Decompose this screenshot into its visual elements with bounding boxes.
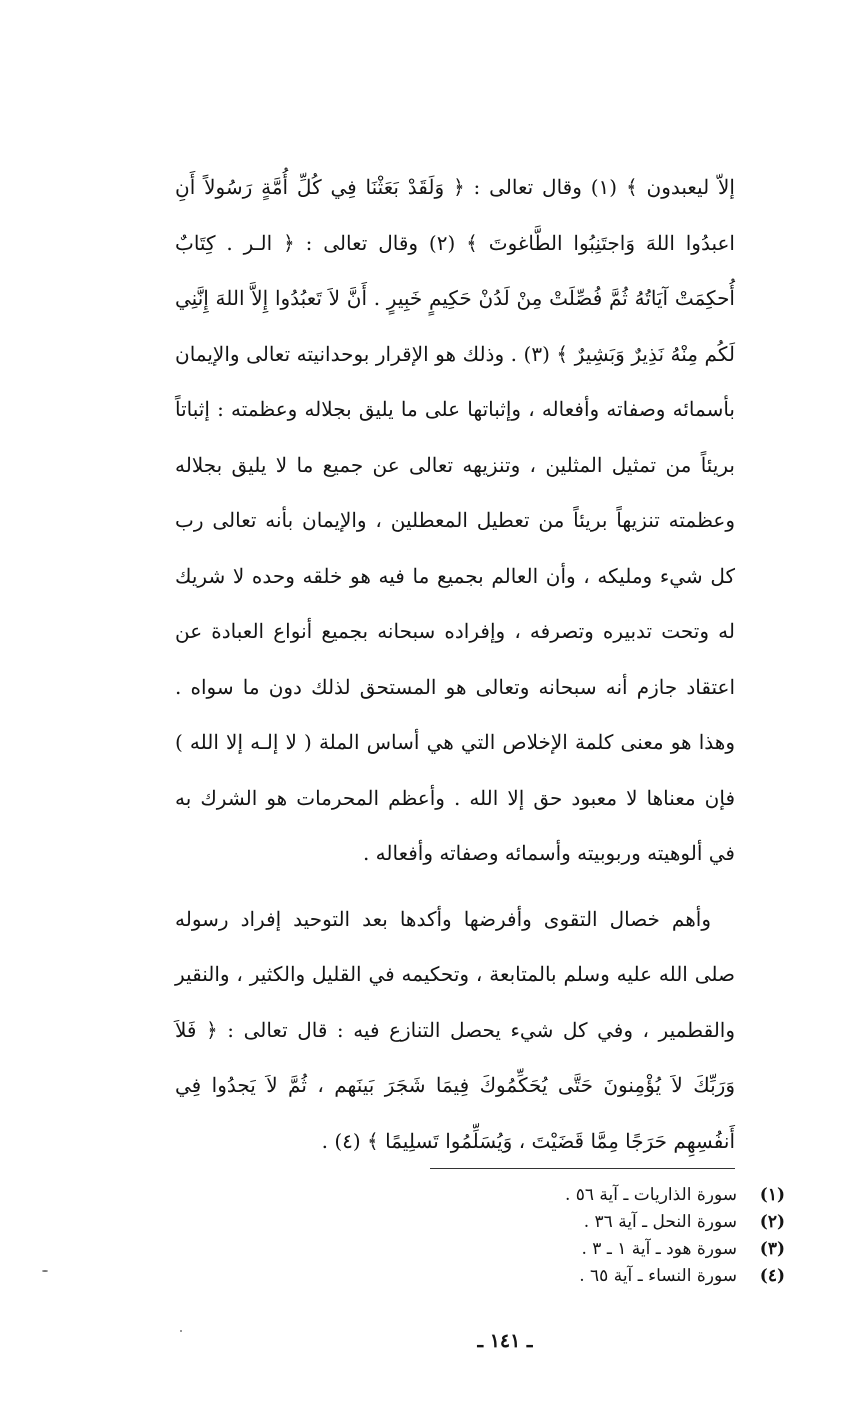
footnotes [440, 1182, 785, 1290]
paragraph-2: وأهم خصال التقوى وأفرضها وأكدها بعد التوحيد إفراد رسوله صلى الله عليه وسلم بالمتابعة ، وتحكيمه في القليل والكثير ، والنقير والقطمير ، وفي كل شيء يحصل التنازع فيه : قال تعالى : ﴿ فَلاَ وَرَبِّكَ لاَ يُؤْمِنونَ حَتَّى يُحَكِّمُوكَ فِيمَا شَجَرَ بَينَهم ، ثُمَّ لاَ يَجدُوا فِي أَنفُسِهِم حَرَجًا مِمَّا قَضَيْتَ ، وَيُسَلِّمُوا تَسلِيمًا ﴾ (٤) . [175, 906, 735, 1153]
scan-speck [180, 1330, 182, 1332]
footnote-divider [430, 1168, 735, 1169]
footnote-number: (٤) [759, 1266, 785, 1286]
footnote-item [440, 1236, 785, 1263]
footnote-number: (٣) [759, 1239, 785, 1259]
footnote-text: سورة النحل ـ آية ٣٦ . [583, 1212, 737, 1232]
footnote-text: سورة هود ـ آية ١ ـ ٣ . [581, 1239, 737, 1259]
footnote-item [440, 1263, 785, 1290]
scan-speck [42, 1270, 48, 1272]
footnote-text: سورة الذاريات ـ آية ٥٦ . [564, 1185, 737, 1205]
main-text [175, 160, 735, 1169]
footnote-number: (٢) [759, 1212, 785, 1232]
footnote-item [440, 1209, 785, 1236]
page-number: ـ ١٤١ ـ [477, 1330, 533, 1352]
footnote-text: سورة النساء ـ آية ٦٥ . [579, 1266, 737, 1286]
footnote-number: (١) [759, 1185, 785, 1205]
footnote-item [440, 1182, 785, 1209]
paragraph-1: إلاّ ليعبدون ﴾ (١) وقال تعالى : ﴿ وَلَقَدْ بَعَثْنَا فِي كُلِّ أُمَّةٍ رَسُولاً أَنِ اعبدُوا اللهَ وَاجتَنِبُوا الطَّاغوتَ ﴾ (٢) وقال تعالى : ﴿ الـر . كِتَابٌ أُحكِمَتْ آيَاتُهُ ثُمَّ فُصِّلَتْ مِنْ لَدُنْ حَكِيمٍ خَبِيرٍ . أَنَّ لاَ تَعبُدُوا إِلاَّ اللهَ إِنَّنِي لَكُم مِنْهُ نَذِيرٌ وَبَشِيرٌ ﴾ (٣) . وذلك هو الإقرار بوحدانيته تعالى والإيمان بأسمائه وصفاته وأفعاله ، وإثباتها على ما يليق بجلاله وعظمته : إثباتاً بريئاً من تمثيل المثلين ، وتنزيهه تعالى عن جميع ما لا يليق بجلاله وعظمته تنزيهاً بريئاً من تعطيل المعطلين ، والإيمان بأنه تعالى رب كل شيء ومليكه ، وأن العالم بجميع ما فيه هو خلقه وحده لا شريك له وتحت تدبيره وتصرفه ، وإفراده سبحانه بجميع أنواع العبادة عن اعتقاد جازم أنه سبحانه وتعالى هو المستحق لذلك دون ما سواه . وهذا هو معنى كلمة الإخلاص التي هي أساس الملة ( لا إلـه إلا الله ) فإن معناها لا معبود حق إلا الله . وأعظم المحرمات هو الشرك به في ألوهيته وربوبيته وأسمائه وصفاته وأفعاله . [175, 175, 736, 865]
